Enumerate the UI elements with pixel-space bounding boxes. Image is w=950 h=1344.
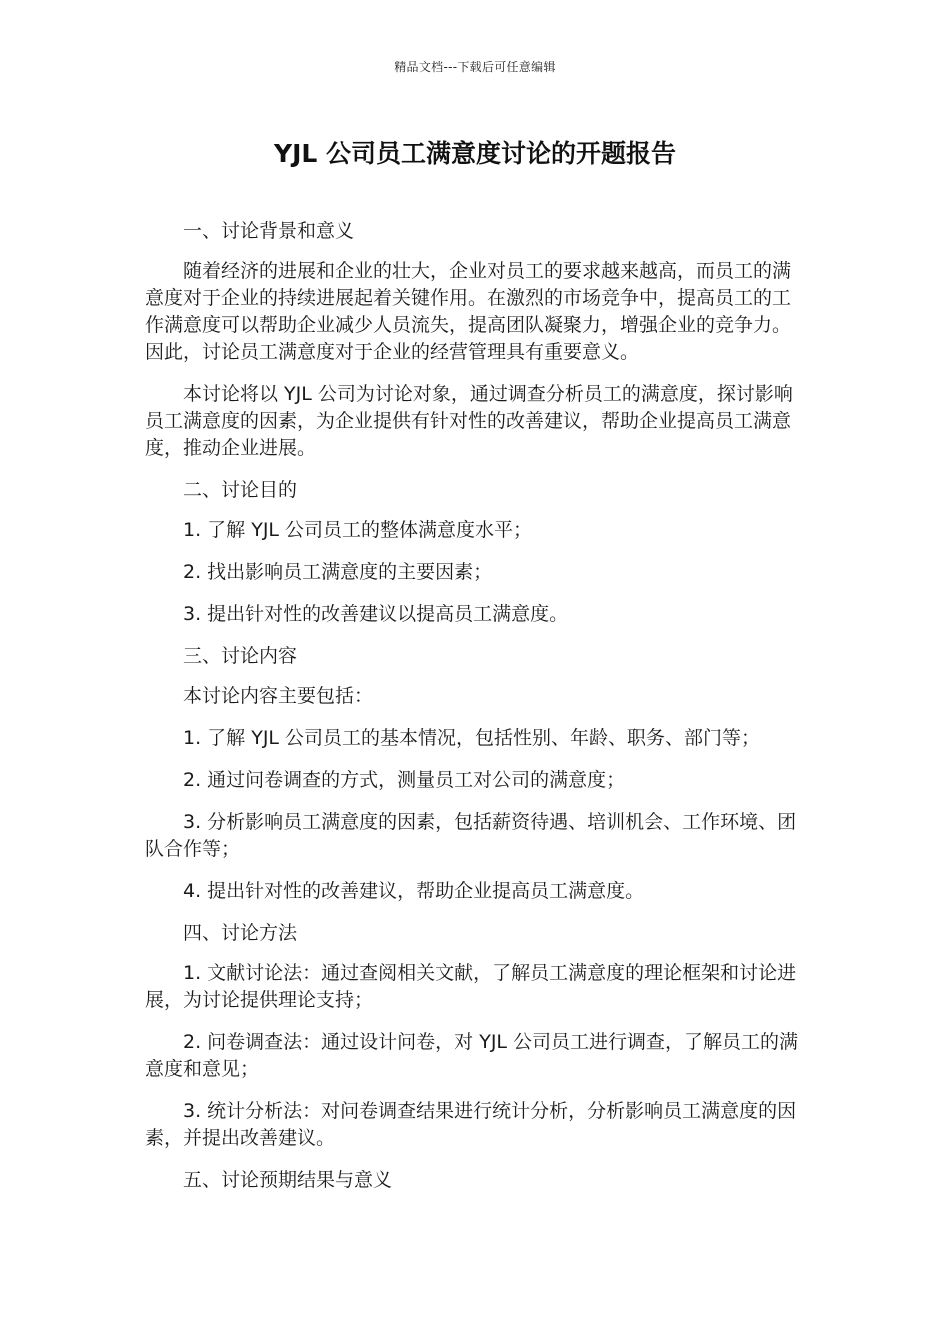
list-item: 2. 问卷调查法：通过设计问卷，对 YJL 公司员工进行调查，了解员工的满意度和意见； bbox=[145, 1031, 799, 1080]
list-item: 3. 提出针对性的改善建议以提高员工满意度。 bbox=[183, 603, 569, 625]
list-item: 2. 通过问卷调查的方式，测量员工对公司的满意度； bbox=[183, 769, 626, 791]
section-heading: 二、讨论目的 bbox=[183, 479, 298, 501]
section-heading: 四、讨论方法 bbox=[183, 922, 298, 944]
list-item: 3. 分析影响员工满意度的因素，包括薪资待遇、培训机会、工作环境、团队合作等； bbox=[145, 811, 797, 860]
list-item: 3. 统计分析法：对问卷调查结果进行统计分析，分析影响员工满意度的因素，并提出改善建议。 bbox=[145, 1100, 797, 1149]
paragraph: 本讨论内容主要包括： bbox=[183, 685, 374, 707]
list-item: 1. 文献讨论法：通过查阅相关文献，了解员工满意度的理论框架和讨论进展，为讨论提供理论支持； bbox=[145, 962, 797, 1011]
section-heading: 三、讨论内容 bbox=[183, 645, 298, 667]
section-heading: 一、讨论背景和意义 bbox=[183, 220, 355, 242]
list-item: 1. 了解 YJL 公司员工的整体满意度水平； bbox=[183, 519, 533, 541]
paragraph: 随着经济的进展和企业的壮大，企业对员工的要求越来越高，而员工的满意度对于企业的持续进展起着关键作用。在激烈的市场竞争中，提高员工的工作满意度可以帮助企业减少人员流失，提高团队凝聚力，增强企业的竞争力。因此，讨论员工满意度对于企业的经营管理具有重要意义。 bbox=[145, 260, 792, 363]
page-header-note: 精品文档---下载后可任意编辑 bbox=[394, 60, 556, 74]
document-title: YJL 公司员工满意度讨论的开题报告 bbox=[273, 139, 677, 168]
document-body bbox=[145, 218, 805, 1207]
list-item: 2. 找出影响员工满意度的主要因素； bbox=[183, 561, 493, 583]
list-item: 1. 了解 YJL 公司员工的基本情况，包括性别、年龄、职务、部门等； bbox=[183, 727, 761, 749]
section-heading: 五、讨论预期结果与意义 bbox=[183, 1169, 393, 1191]
paragraph: 本讨论将以 YJL 公司为讨论对象，通过调查分析员工的满意度，探讨影响员工满意度的因素，为企业提供有针对性的改善建议，帮助企业提高员工满意度，推动企业进展。 bbox=[145, 383, 793, 459]
list-item: 4. 提出针对性的改善建议，帮助企业提高员工满意度。 bbox=[183, 880, 645, 902]
